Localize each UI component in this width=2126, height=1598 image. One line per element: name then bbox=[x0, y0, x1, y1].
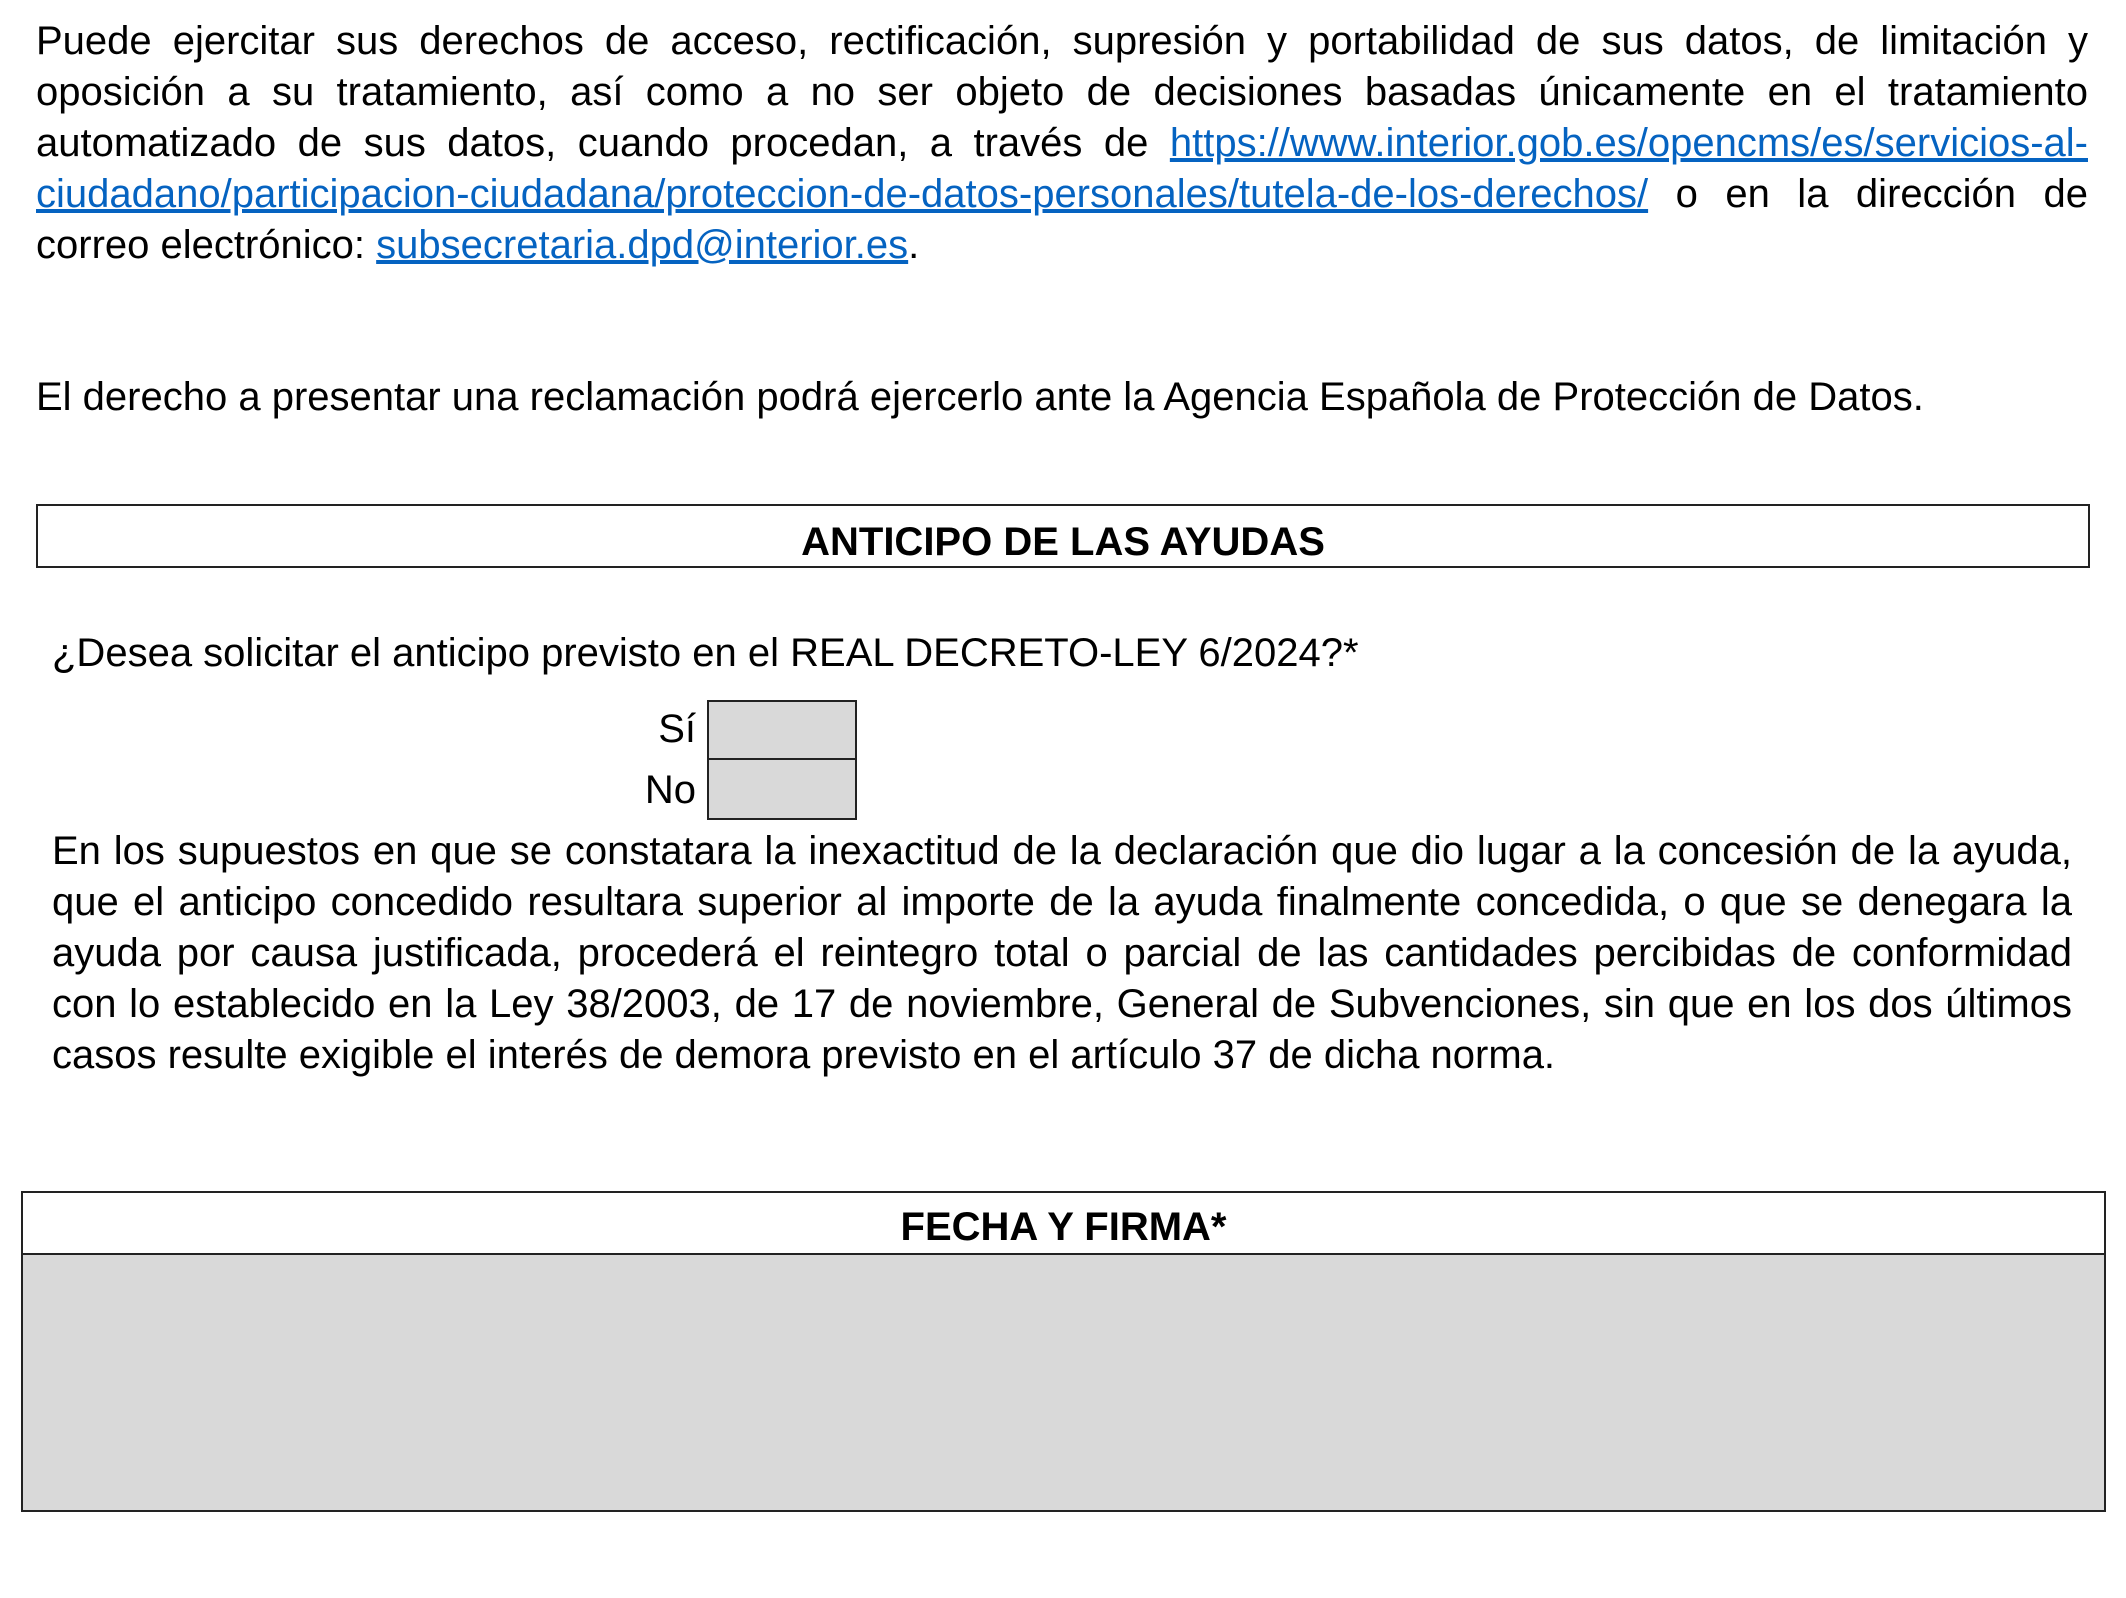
anticipo-notice-paragraph: En los supuestos en que se constatara la inexactitud de la declaración que dio lugar a la concesión de la ayuda, que el anticipo concedido resultara superior al importe de la ayuda finalmente concedida, o que se denegara la ayuda por causa justificada, procederá el reintegro total o parcial de las cantidades percibidas de conformidad con lo establecido en la Ley 38/2003, de 17 de noviembre, General de Subvenciones, sin que en los dos últimos casos resulte exigible el interés de demora previsto en el artículo 37 de dicha norma. bbox=[52, 829, 2072, 1077]
rights-text-middle: o en la dirección de correo electrónico: bbox=[36, 172, 2088, 267]
date-signature-field[interactable] bbox=[23, 1255, 2104, 1510]
anticipo-section-title: ANTICIPO DE LAS AYUDAS bbox=[801, 520, 1325, 564]
anticipo-section-header bbox=[36, 504, 2090, 568]
option-si-label: Sí bbox=[658, 707, 696, 751]
rights-text-before: Puede ejercitar sus derechos de acceso, rectificación, supresión y portabilidad de sus datos, de limitación y oposición a su tratamiento, así como a no ser objeto de decisiones basadas únicamente en el tratamiento automatizado de sus datos, cuando procedan, a través de bbox=[36, 19, 2088, 165]
rights-tutela-link[interactable]: https://www.interior.gob.es/opencms/es/servicios-al-ciudadano/participacion-ciudadana/proteccion-de-datos-personales/tutela-de-los-derechos/ bbox=[36, 121, 2088, 216]
dpd-email-link[interactable]: subsecretaria.dpd@interior.es bbox=[376, 223, 909, 267]
anticipo-question: ¿Desea solicitar el anticipo previsto en el REAL DECRETO-LEY 6/2024?* bbox=[52, 631, 1359, 675]
data-rights-paragraph bbox=[36, 16, 2088, 271]
claim-paragraph: El derecho a presentar una reclamación podrá ejercerlo ante la Agencia Española de Protección de Datos. bbox=[36, 375, 1924, 419]
option-no-label: No bbox=[644, 768, 696, 812]
option-si-checkbox[interactable] bbox=[707, 700, 857, 760]
rights-text-after: . bbox=[908, 223, 920, 267]
signature-section-title: FECHA Y FIRMA* bbox=[900, 1205, 1227, 1249]
signature-section-header bbox=[23, 1193, 2104, 1255]
signature-section bbox=[21, 1191, 2106, 1512]
option-no-checkbox[interactable] bbox=[707, 758, 857, 820]
